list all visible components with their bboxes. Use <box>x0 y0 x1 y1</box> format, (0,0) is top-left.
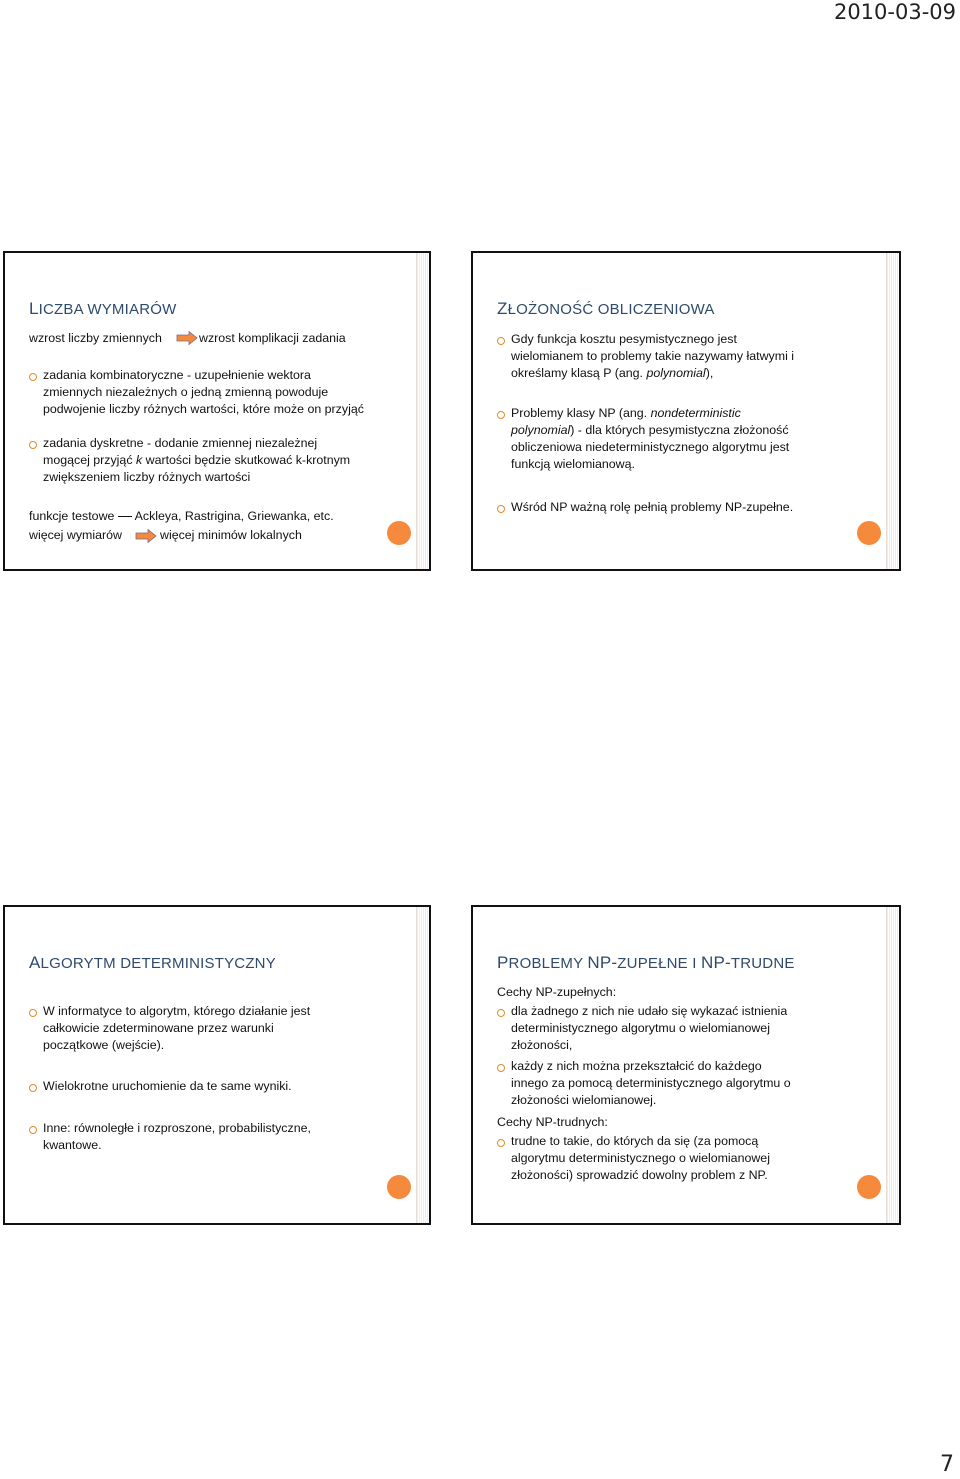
row-right-text: więcej minimów lokalnych <box>160 528 302 542</box>
bullet-icon <box>29 373 37 381</box>
bullet-text: zadania kombinatoryczne - uzupełnienie wektora zmiennych niezależnych o jedną zmienną powoduje podwojenie liczby różnych wartości, które może on przyjąć <box>43 368 364 416</box>
slide-decor-stripes <box>886 253 899 569</box>
section-heading: Cechy NP-trudnych: <box>497 1115 608 1129</box>
orange-circle-decor <box>387 1175 411 1199</box>
slide-decor-stripes <box>416 907 429 1223</box>
bullet-icon <box>497 1064 505 1072</box>
orange-circle-decor <box>387 521 411 545</box>
slide-decor-stripes <box>416 253 429 569</box>
row-right-text: wzrost komplikacji zadania <box>199 331 346 345</box>
page-number: 7 <box>940 1452 954 1477</box>
arrow-right-icon <box>176 331 198 345</box>
bullet-icon <box>29 1009 37 1017</box>
bullet-text: Problemy klasy NP (ang. nondeterministic polynomial) - dla których pesymistyczna złożoność obliczeniowa niedeterministycznego algorytmu jest funkcją wielomianową. <box>511 406 790 471</box>
slide-liczba-wymiarow <box>3 251 431 571</box>
bullet-text: Gdy funkcja kosztu pesymistycznego jest wielomianem to problemy takie nazywamy łatwymi i określamy klasą P (ang. polynomial), <box>511 332 795 380</box>
slide-title: ZŁOŻONOŚĆ OBLICZENIOWA <box>497 299 715 318</box>
bullet-icon <box>497 337 505 345</box>
slide-problemy-np <box>471 905 901 1225</box>
bullet-icon <box>497 1009 505 1017</box>
slide-title: PROBLEMY NP-ZUPEŁNE I NP-TRUDNE <box>497 953 795 972</box>
orange-circle-decor <box>857 521 881 545</box>
bullet-icon <box>497 1139 505 1147</box>
bullet-text: Wielokrotne uruchomienie da te same wyniki. <box>43 1079 292 1093</box>
orange-circle-decor <box>857 1175 881 1199</box>
bullet-icon <box>29 1084 37 1092</box>
row-left-text: więcej wymiarów <box>29 528 122 542</box>
bullet-icon <box>497 411 505 419</box>
bullet-text: Inne: równoległe i rozproszone, probabilistyczne, kwantowe. <box>43 1121 311 1152</box>
arrow-right-icon <box>135 529 157 543</box>
slide-title: ALGORYTM DETERMINISTYCZNY <box>29 953 276 972</box>
bullet-text: W informatyce to algorytm, którego działanie jest całkowicie zdeterminowane przez warunki początkowe (wejście). <box>43 1004 311 1052</box>
bullet-text: każdy z nich można przekształcić do każdego innego za pomocą deterministycznego algorytmu o złożoności wielomianowej. <box>511 1059 791 1107</box>
slide-zlozonosc-obliczeniowa <box>471 251 901 571</box>
test-functions-text: funkcje testowe Ackleya, Rastrigina, Griewanka, etc. <box>29 509 334 523</box>
bullet-icon <box>29 1126 37 1134</box>
slide-title: LICZBA WYMIARÓW <box>29 299 177 318</box>
page-date: 2010-03-09 <box>833 0 956 24</box>
bullet-icon <box>29 441 37 449</box>
slide-decor-stripes <box>886 907 899 1223</box>
slide-algorytm-deterministyczny <box>3 905 431 1225</box>
bullet-text: trudne to takie, do których da się (za pomocą algorytmu deterministycznego o wielomianowej złożoności) sprowadzić dowolny problem z NP. <box>511 1134 770 1182</box>
bullet-text: zadania dyskretne - dodanie zmiennej niezależnej mogącej przyjąć k wartości będzie skutkować k-krotnym zwiększeniem liczby różnych wartości <box>43 436 351 484</box>
bullet-icon <box>497 505 505 513</box>
bullet-text: dla żadnego z nich nie udało się wykazać istnienia deterministycznego algorytmu o wielomianowej złożoności, <box>511 1004 788 1052</box>
section-heading: Cechy NP-zupełnych: <box>497 985 617 999</box>
bullet-text: Wśród NP ważną rolę pełnią problemy NP-zupełne. <box>511 500 794 514</box>
row-left-text: wzrost liczby zmiennych <box>29 331 162 345</box>
